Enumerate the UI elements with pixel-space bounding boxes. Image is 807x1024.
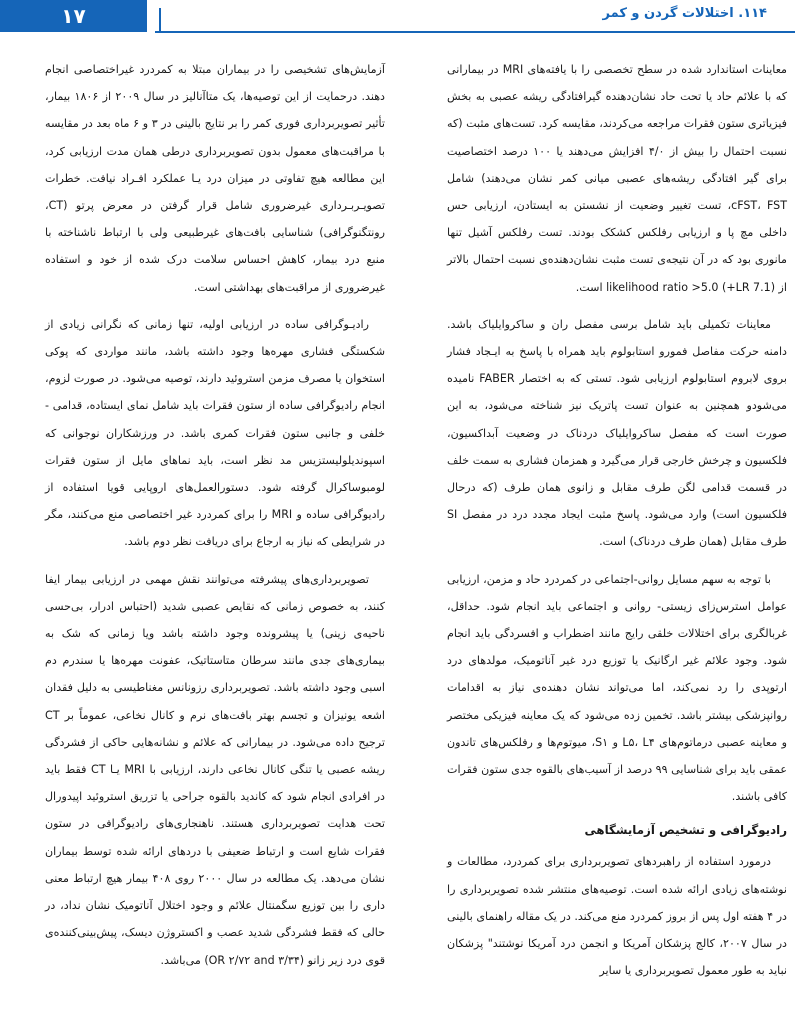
page-number-badge [0,0,147,32]
paragraph: آزمایش‌های تشخیصی را در بیماران مبتلا به کمردرد غیراختصاصی انجام دهند. درحمایت از این توصیه‌ها، یک متاآنالیز در سال ۲۰۰۹ از ۱۸۰۶ بیمار، تأثیر تصویربرداری فوری کمر را بر نتایج بالینی در ۳ و ۶ ماه بعد در مقایسه با مراقبت‌های معمول بدون تصویربرداری درطی همان مدت ارزیابی کرد، این مطالعه هیچ تفاوتی در میزان درد یـا عملکرد افـراد نیافت. خطرات تصویـربـرداری غیرضروری شامل قرار گرفتن در معرض پرتو (CT، رونتگنوگرافی) شناسایی بافت‌های غیرطبیعی ولی با ارتباط ناشناخته با منبع درد بیمار، کاهش احساس سلامت درک شده از خود و استفاده غیرضروری از مراقبت‌های بهداشتی است. [45,63,385,294]
paragraph: با توجه به سهم مسایل روانی-اجتماعی در کمردرد حاد و مزمن، ارزیابی عوامل استرس‌زای زیستی- روانی و اجتماعی باید انجام شود. حداقل، غربالگری برای اختلالات خلقی رایج مانند اضطراب و افسردگی باید انجام شود. وجود علائم غیر ارگانیک یا توزیع درد غیر آناتومیک، مولدهای درد ارتوپدی را رد نمی‌کند، اما می‌تواند نشان دهنده‌ی نیاز به اقدامات روانپزشکی بیشتر باشد. تخمین زده می‌شود که یک معاینه فیزیکی مختصر و معاینه عصبی درماتوم‌های L۵، L۴ و S۱، میوتوم‌ها و رفلکس‌های تاندون عمقی باید برای شناسایی ۹۹ درصد از آسیب‌های بالقوه جدی ستون فقرات کافی باشند. [446,572,787,804]
paragraph: رادیـوگرافی ساده در ارزیابی اولیه، تنها زمانی که نگرانی زیادی از شکستگی فشاری مهره‌ها وجود داشته باشد، مانند مواردی که پوکی استخوان یا مصرف مزمن استروئید دارند، توصیه می‌شود. در صورت لزوم، انجام رادیوگرافی ساده از ستون فقرات باید شامل نمای ایستاده، قدامی - خلفی و جانبی ستون فقرات کمری باشد. در ورزشکاران نوجوانی که اسپوندیلولیستزیس مد نظر است، باید نماهای مایل از ستون فقرات لومبوساکرال گرفته شود. دستورالعمل‌های اروپایی قویا استفاده از رادیوگرافی ساده و MRI را برای کمردرد غیر اختصاصی منع می‌کنند، مگر در شرایطی که نیاز به ارجاع برای دریافت نظر دوم باشد. [45,317,385,549]
page-number: ١٧ [61,4,86,28]
paragraph: درمورد استفاده از راهبردهای تصویربرداری برای کمردرد، مطالعات و نوشته‌های زیادی ارائه شده است. توصیه‌های منتشر شده تصویربرداری را در ۴ هفته اول پس از بروز کمردرد منع می‌کند. در یک مقاله راهنمای بالینی در سال ۲۰۰۷، کالج پزشکان آمریکا و انجمن درد آمریکا نوشتند" پزشکان نباید به طور معمول تصویربرداری یا سایر [447,855,787,978]
header-divider-tick [159,8,161,33]
right-column [447,56,787,985]
paragraph: معاینات استاندارد شده در سطح تخصصی را با یافته‌های MRI در بیمارانی که با علائم حاد یا تحت حاد نشان‌دهنده گیرافتادگی ریشه عصبی به بخش فیزیاتری ستون فقرات مراجعه می‌کردند، مقایسه کرد. تست‌های مثبت (که نسبت احتمال را بیش از ۴/۰ افزایش می‌دهند یا ۱۰۰ درصد اختصاصیت برای گیر افتادگی ریشه‌های عصبی میانی کمر نشان می‌دهند) شامل cFST، FST، تست تغییر وضعیت از نشستن به ایستادن، ارزیابی حس داخلی مچ پا و ارزیابی رفلکس کشکک بودند. تست رفلکس آشیل تنها مانوری بود که در آن نتیجه‌ی تست مثبت نشان‌دهنده‌ی نسبت احتمال بالاتر از likelihood ratio >5.0 (+LR 7.1) است. [447,63,787,294]
paragraph: تصویربرداری‌های پیشرفته می‌توانند نقش مهمی در ارزیابی بیمار ایفا کنند، به خصوص زمانی که نقایص عصبی شدید (احتباس ادرار، بی‌حسی ناحیه‌ی زینی) یا پیشرونده وجود داشته باشد ویا زمانی که شک به بیماری‌های جدی مانند سرطان متاستاتیک، عفونت مهره‌ها یا سندرم دم اسبی وجود داشته باشد. تصویربرداری رزونانس مغناطیسی به دلیل فقدان اشعه یونیزان و تجسم بهتر بافت‌های نرم و کانال نخاعی، عموماً بر CT ترجیح داده می‌شود. در بیمارانی که علائم و نشانه‌هایی حاکی از فشردگی ریشه عصبی یا تنگی کانال نخاعی دارند، ارزیابی با MRI یـا CT فقط باید در افرادی انجام شود که کاندید بالقوه جراحی یا تزریق استروئید اپیدورال تحت هدایت تصویربرداری هستند. ناهنجاری‌های رادیوگرافی در ستون فقرات شایع است و ارتباط ضعیفی با دردهای ارائه شده توسط بیماران نشان می‌دهد. یک مطالعه در سال ۲۰۰۰ روی ۴۰۸ بیمار هیچ ارتباط معنی داری را بین توزیع سگمنتال علائم و وجود اختلال آناتومیک نشان نداد، در حالی که فقط فشردگی شدید عصب و اکستروژن دیسک، پیش‌بینی‌کننده‌ی قوی درد زیر زانو (OR ۲/۷۲ and ۳/۳۴) می‌باشد. [45,572,385,967]
paragraph: معاینات تکمیلی باید شامل برسی مفصل ران و ساکروایلیاک باشد. دامنه حرکت مفاصل فمورو استابولوم باید همراه با پاسخ به ایـجاد فشار بروی لابروم استابولوم ارزیابی شود. تستی که به اختصار FABER نامیده می‌شودو همچنین به عنوان تست پاتریک نیز شناخته می‌شود، به این صورت است که مفصل ساکروایلیاک دردناک در وضعیت آبداکسیون، فلکسیون و چرخش خارجی قرار می‌گیرد و همزمان فشاری به سمت خلف در قسمت قدامی لگن طرف مقابل و زانوی همان طرف (که درحال فلکسیون است) وارد می‌شود. پاسخ مثبت ایجاد مجدد درد در مفصل SI طرف مقابل (همان طرف دردناک) است. [447,317,788,549]
text-columns [0,56,807,1024]
running-title: ١١۴. اختلالات گردن و کمر [602,6,767,21]
section-heading: رادیوگرافی و تشخیص آزمایشگاهی [584,823,787,838]
page-header [0,0,807,38]
left-column [45,56,385,974]
header-rule [155,31,795,33]
